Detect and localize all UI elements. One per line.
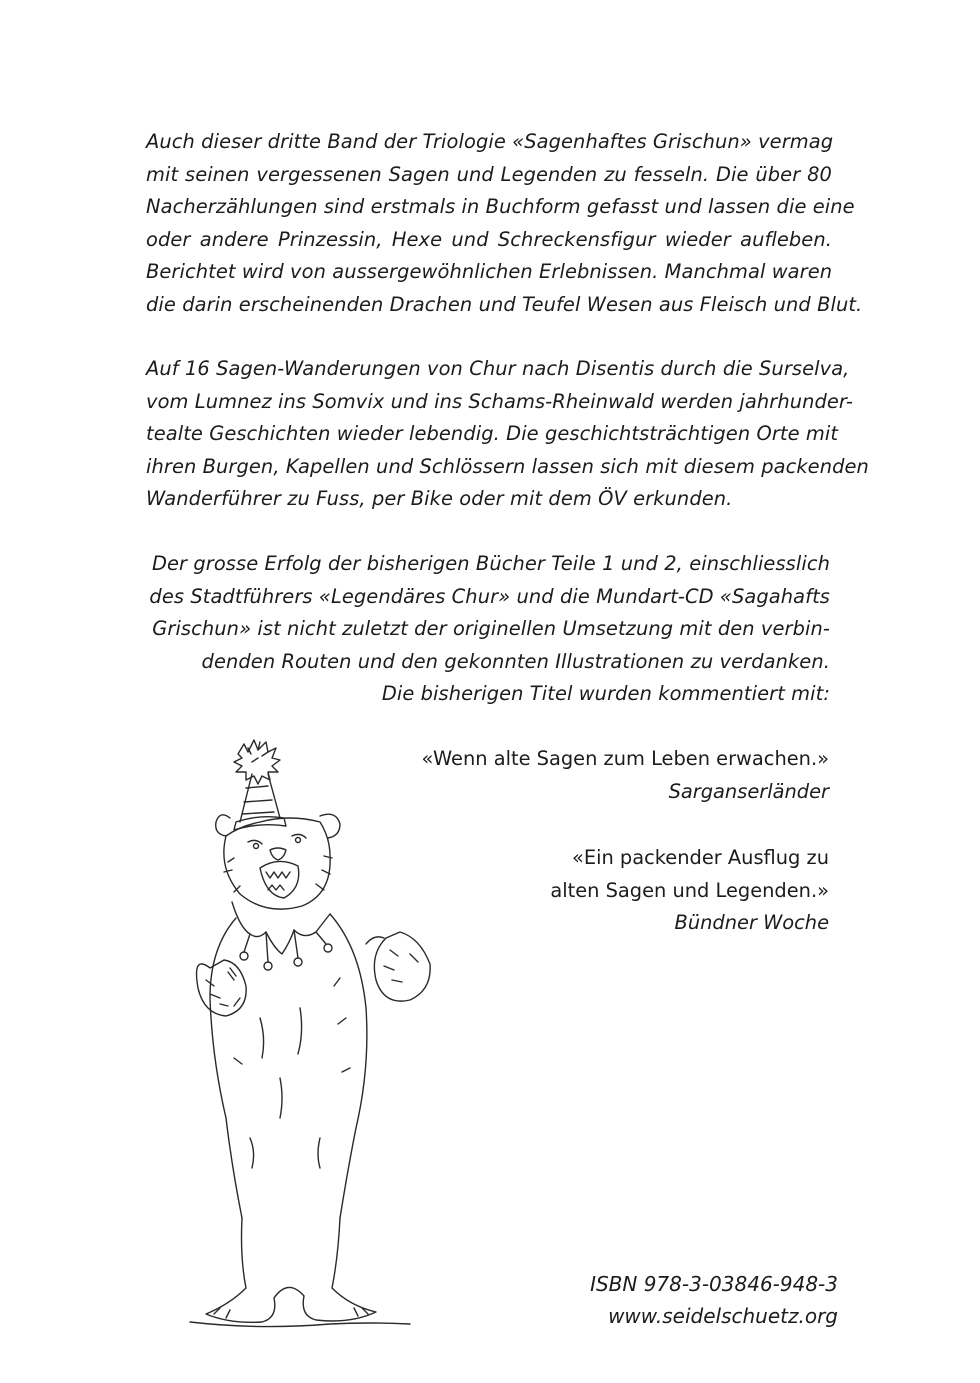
bear-legs-icon <box>190 1218 410 1327</box>
jester-collar-icon <box>232 902 332 970</box>
text-line: die darin erscheinenden Drachen und Teufel Wesen aus Fleisch und Blut. <box>146 292 863 316</box>
text-line: oder andere Prinzessin, Hexe und Schreckensfigur wieder aufleben. <box>146 227 832 251</box>
quote-text: alten Sagen und Legenden.» <box>550 878 829 902</box>
publisher-website: www.seidelschuetz.org <box>608 1304 838 1328</box>
description-paragraph-1 <box>146 126 863 322</box>
review-quote-1 <box>421 743 829 808</box>
quote-source: Sarganserländer <box>668 779 829 803</box>
review-quote-2 <box>550 842 829 940</box>
text-line: Der grosse Erfolg der bisherigen Bücher Teile 1 und 2, einschliesslich <box>151 552 830 575</box>
quote-text: «Ein packender Ausflug zu <box>571 846 829 869</box>
text-line: Auf 16 Sagen-Wanderungen von Chur nach Disentis durch die Surselva, <box>146 357 850 380</box>
text-line: Auch dieser dritte Band der Triologie «Sagenhaftes Grischun» vermag <box>146 130 834 153</box>
pompom-icon <box>234 740 280 784</box>
text-line: Die bisherigen Titel wurden kommentiert mit: <box>381 682 830 706</box>
description-paragraph-2 <box>146 353 869 516</box>
bear-body-icon <box>210 914 367 1218</box>
isbn-number: ISBN 978-3-03846-948-3 <box>590 1272 838 1296</box>
quote-text: «Wenn alte Sagen zum Leben erwachen.» <box>421 747 829 770</box>
text-line: des Stadtführers «Legendäres Chur» und die Mundart-CD «Sagahafts <box>149 584 830 608</box>
text-line: vom Lumnez ins Somvix und ins Schams-Rheinwald werden jahrhunder- <box>146 389 854 413</box>
text-line: Nacherzählungen sind erstmals in Buchform gefasst und lassen die eine <box>146 195 855 219</box>
text-line: denden Routen und den gekonnten Illustrationen zu verdanken. <box>201 649 830 673</box>
text-line: Berichtet wird von aussergewöhnlichen Erlebnissen. Manchmal waren <box>146 260 833 284</box>
publisher-footer <box>590 1268 838 1332</box>
text-line: tealte Geschichten wieder lebendig. Die geschichtsträchtigen Orte mit <box>146 422 839 446</box>
text-line: mit seinen vergessenen Sagen und Legenden zu fesseln. Die über 80 <box>146 162 832 186</box>
bear-jester-illustration <box>170 718 470 1328</box>
bear-paw-left-icon <box>197 960 247 1016</box>
quote-source: Bündner Woche <box>674 911 829 935</box>
description-paragraph-3 <box>146 548 830 711</box>
text-line: Wanderführer zu Fuss, per Bike oder mit dem ÖV erkunden. <box>146 487 733 511</box>
text-line: ihren Burgen, Kapellen und Schlössern lassen sich mit diesem packenden <box>146 454 869 478</box>
text-line: Grischun» ist nicht zuletzt der originellen Umsetzung mit den verbin- <box>152 617 830 641</box>
bear-paw-right-icon <box>366 932 430 1001</box>
